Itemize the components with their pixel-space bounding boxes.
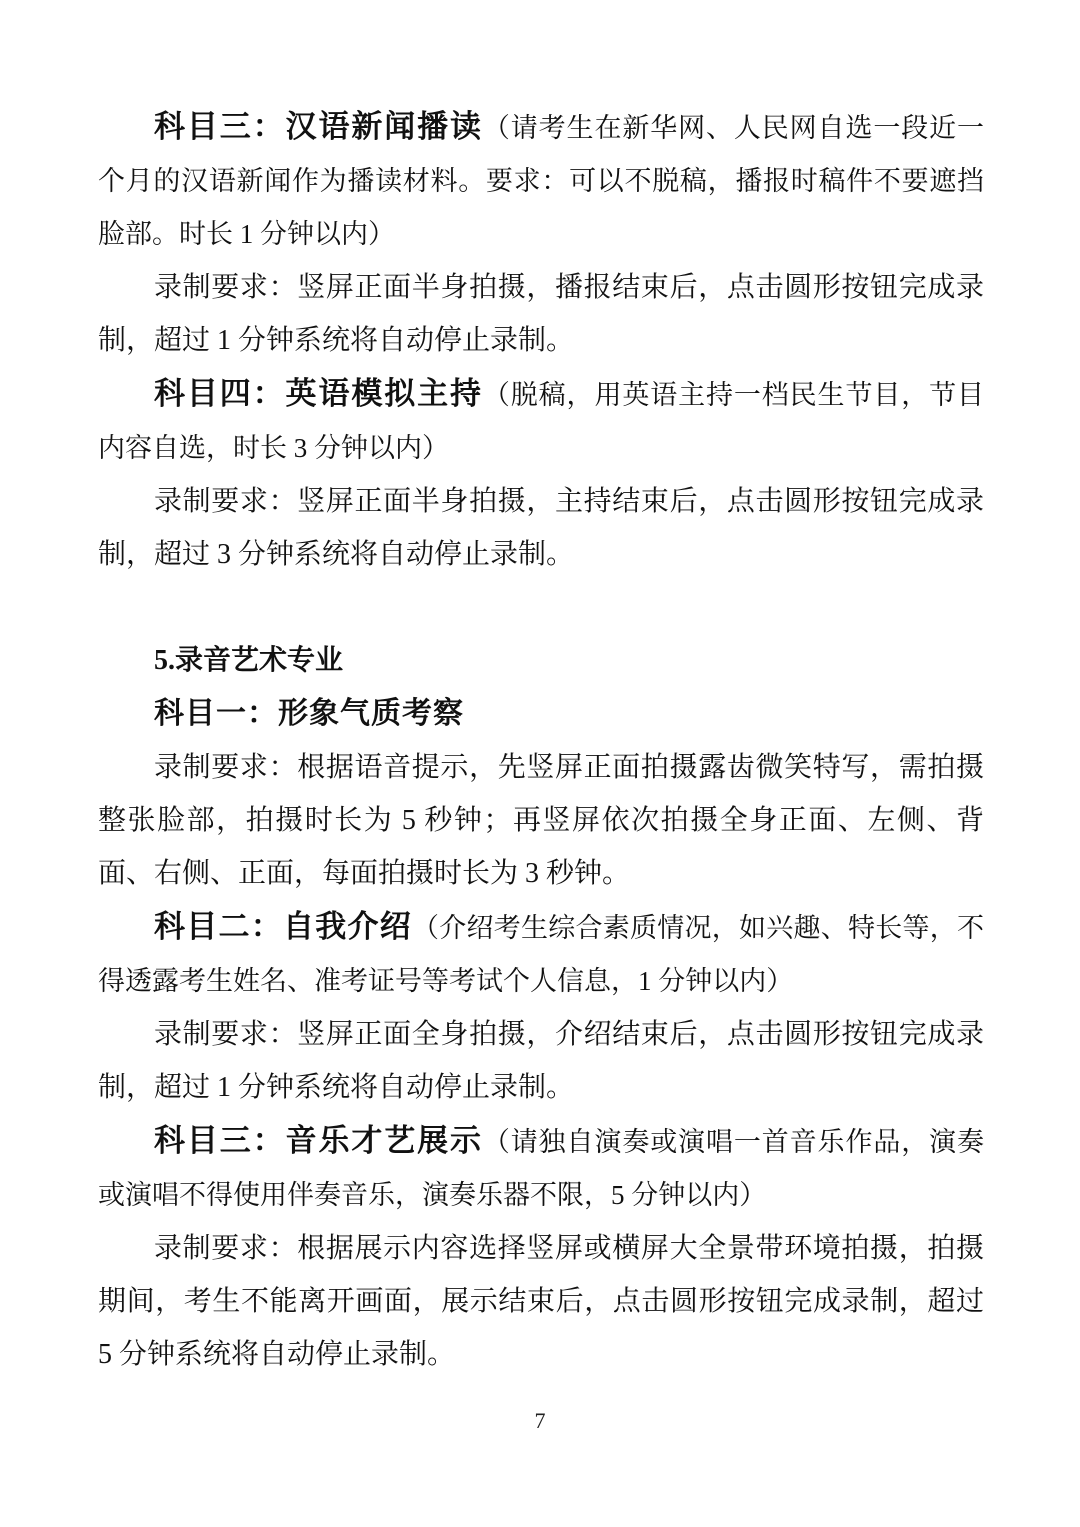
body-text: 录制要求：竖屏正面半身拍摄，主持结束后，点击圆形按钮完成录制，超过 3 分钟系统将自动停止录制。 xyxy=(98,486,984,570)
subject-heading-paragraph xyxy=(98,687,984,741)
page-number: 7 xyxy=(534,1408,546,1433)
subject-note: （脱稿，用英语主持一档民生节目，节目内容自选，时长 3 分钟以内） xyxy=(98,380,985,463)
subject-paragraph xyxy=(98,100,984,261)
subject-paragraph xyxy=(98,900,984,1008)
body-text: 录制要求：竖屏正面全身拍摄，介绍结束后，点击圆形按钮完成录制，超过 1 分钟系统将自动停止录制。 xyxy=(98,1019,984,1103)
body-paragraph xyxy=(98,741,984,900)
subject-title: 科目三：汉语新闻播读 xyxy=(154,109,483,144)
subject-note: （请考生在新华网、人民网自选一段近一个月的汉语新闻作为播读材料。要求：可以不脱稿，播报时稿件不要遮挡脸部。时长 1 分钟以内） xyxy=(98,113,985,249)
body-paragraph xyxy=(98,261,984,367)
body-paragraph xyxy=(98,1008,984,1114)
subject-paragraph xyxy=(98,367,984,475)
subject-title: 科目四：英语模拟主持 xyxy=(154,376,483,411)
body-paragraph xyxy=(98,475,984,581)
body-paragraph xyxy=(98,1222,984,1381)
subject-paragraph xyxy=(98,1114,984,1222)
subject-note: （介绍考生综合素质情况，如兴趣、特长等，不得透露考生姓名、准考证号等考试个人信息，1 分钟以内） xyxy=(98,913,984,996)
subject-title: 科目二：自我介绍 xyxy=(154,909,412,944)
document-body xyxy=(98,100,984,1381)
subject-title: 科目一：形象气质考察 xyxy=(154,697,464,730)
section-title: 5.录音艺术专业 xyxy=(154,645,344,676)
subject-title: 科目三：音乐才艺展示 xyxy=(154,1123,483,1158)
body-text: 录制要求：根据语音提示，先竖屏正面拍摄露齿微笑特写，需拍摄整张脸部，拍摄时长为 5 秒钟；再竖屏依次拍摄全身正面、左侧、背面、右侧、正面，每面拍摄时长为 3 秒钟。 xyxy=(98,752,984,889)
section-heading xyxy=(98,634,984,687)
body-text: 录制要求：根据展示内容选择竖屏或横屏大全景带环境拍摄，拍摄期间，考生不能离开画面，展示结束后，点击圆形按钮完成录制，超过 5 分钟系统将自动停止录制。 xyxy=(98,1233,984,1370)
subject-note: （请独自演奏或演唱一首音乐作品，演奏或演唱不得使用伴奏音乐，演奏乐器不限，5 分钟以内） xyxy=(98,1127,985,1210)
body-text: 录制要求：竖屏正面半身拍摄，播报结束后，点击圆形按钮完成录制，超过 1 分钟系统将自动停止录制。 xyxy=(98,272,984,356)
